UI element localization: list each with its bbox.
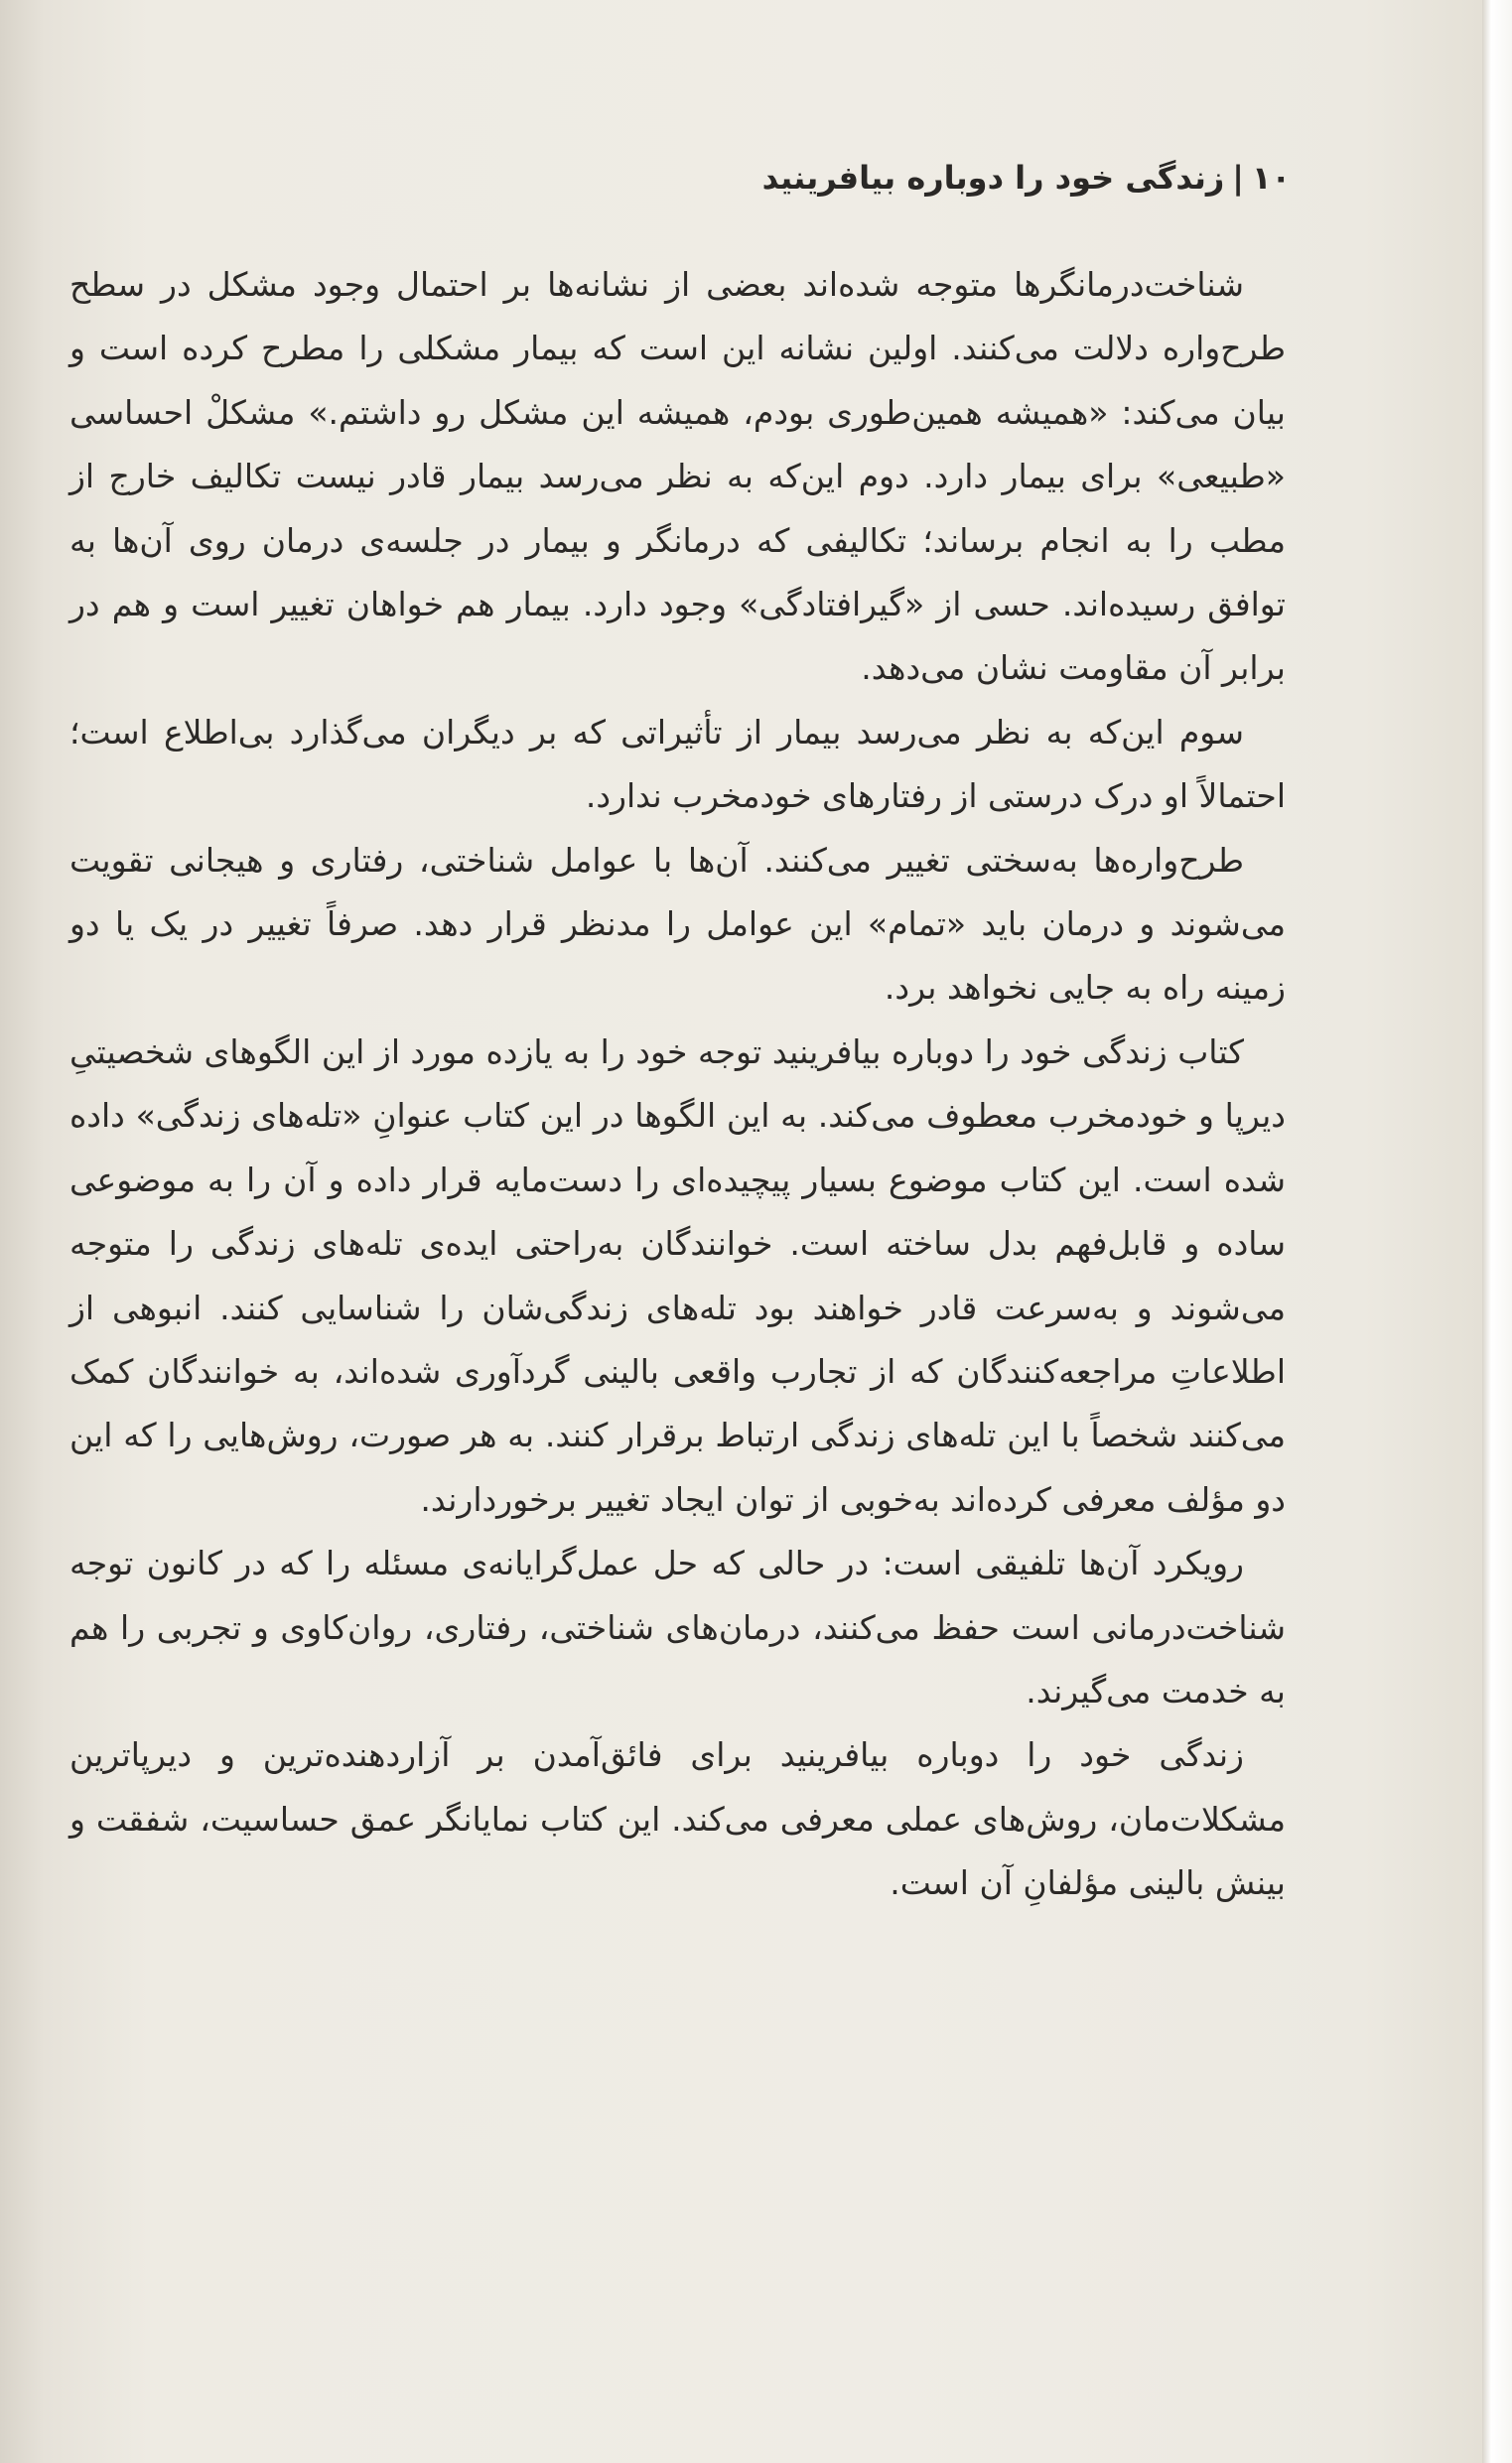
page-number: ۱۰ [1251, 159, 1291, 197]
paragraph-1: شناخت‌درمانگرها متوجه شده‌اند بعضی از نشانه‌ها بر احتمال وجود مشکل در سطح طرح‌واره دلالت می‌کنند. اولین نشانه این است که بیمار مشکلی را مطرح کرده است و بیان می‌کند: «همیشه همین‌طوری بودم، همیشه این مشکل رو داشتم.» مشکلْ احساسی «طبیعی» برای بیمار دارد. دوم این‌که به نظر می‌رسد بیمار قادر نیست تکالیف خارج از مطب را به انجام برساند؛ تکالیفی که درمانگر و بیمار در جلسه‌ی درمان روی آن‌ها به توافق رسیده‌اند. حسی از «گیرافتادگی» وجود دارد. بیمار هم خواهان تغییر است و هم در برابر آن مقاومت نشان می‌دهد. [69, 265, 1286, 688]
paragraph-5: رویکرد آن‌ها تلفیقی است: در حالی که حل عمل‌گرایانه‌ی مسئله را که در کانون توجه شناخت‌درمانی است حفظ می‌کنند، درمان‌های شناختی، رفتاری، روان‌کاوی و تجربی را هم به خدمت می‌گیرند. [69, 1544, 1286, 1710]
page-edge [1482, 0, 1512, 2463]
book-title: زندگی خود را دوباره بیافرینید [761, 159, 1225, 197]
paragraph-6: زندگی خود را دوباره بیافرینید برای فائق‌آمدن بر آزاردهنده‌ترین و دیرپاترین مشکلات‌مان، روش‌های عملی معرفی می‌کند. این کتاب نمایانگر عمق حساسیت، شفقت و بینش بالینی مؤلفانِ آن است. [69, 1735, 1286, 1903]
body-text [69, 253, 1286, 1916]
header-separator: | [1232, 159, 1244, 197]
paragraph-3: طرح‌واره‌ها به‌سختی تغییر می‌کنند. آن‌ها با عوامل شناختی، رفتاری و هیجانی تقویت می‌شوند و درمان باید «تمام» این عوامل را مدنظر قرار دهد. صرفاً تغییر در یک یا دو زمینه راه به جایی نخواهد برد. [69, 840, 1286, 1008]
paragraph-2: سوم این‌که به نظر می‌رسد بیمار از تأثیراتی که بر دیگران می‌گذارد بی‌اطلاع است؛ احتمالاً او درک درستی از رفتارهای خودمخرب ندارد. [69, 712, 1286, 816]
paragraph-4: کتاب زندگی خود را دوباره بیافرینید توجه خود را به یازده مورد از این الگوهای شخصیتیِ دیرپا و خودمخرب معطوف می‌کند. به این الگوها در این کتاب عنوانِ «تله‌های زندگی» داده شده است. این کتاب موضوع بسیار پیچیده‌ای را دست‌مایه قرار داده و آن را به موضوعی ساده و قابل‌فهم بدل ساخته است. خوانندگان به‌راحتی ایده‌ی تله‌های زندگی را متوجه می‌شوند و به‌سرعت قادر خواهند بود تله‌های زندگی‌شان را شناسایی کنند. انبوهی از اطلاعاتِ مراجعه‌کنندگان که از تجارب واقعی بالینی گردآوری شده‌اند، به خوانندگان کمک می‌کنند شخصاً با این تله‌های زندگی ارتباط برقرار کنند. به هر صورت، روش‌هایی را که این دو مؤلف معرفی کرده‌اند به‌خوبی از توان ایجاد تغییر برخوردارند. [69, 1031, 1286, 1519]
running-header [761, 159, 1291, 197]
